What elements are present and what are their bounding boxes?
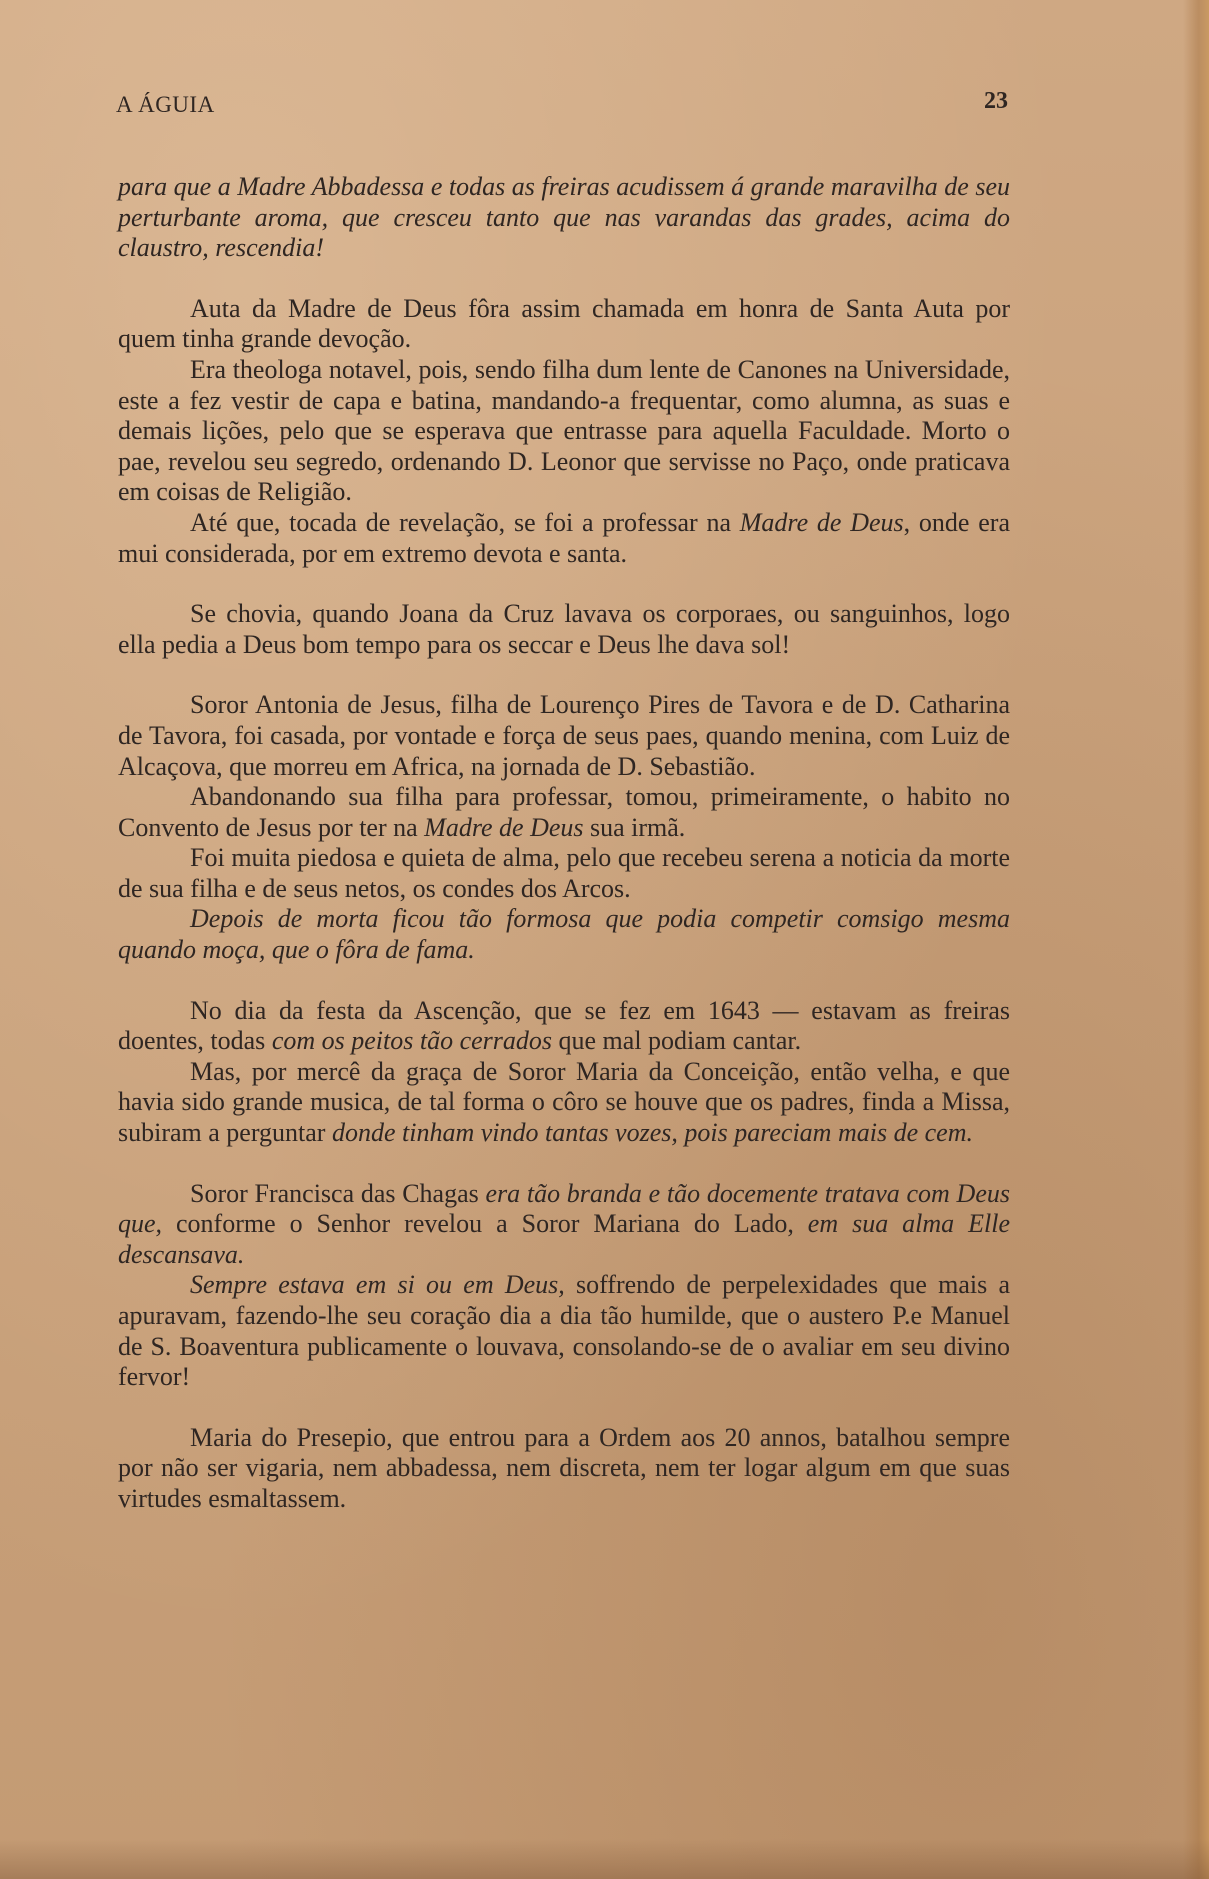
text-segment: Era theologa notavel, pois, sendo filha dum lente de Canones na Universidade, este a fez vestir de capa e batina, mandando-a frequentar, como alumna, as suas e demais lições, pelo que se esperava que entrasse para aquella Faculdade. Morto o pae, revelou seu segredo, ordenando D. Leonor que servisse no Paço, onde praticava em coisas de Religião. bbox=[118, 354, 1010, 507]
text-segment: Até que, tocada de revelação, se foi a professar na bbox=[190, 507, 740, 537]
italic-text-segment: Madre de Deus bbox=[424, 812, 584, 842]
body-text bbox=[118, 172, 1010, 1515]
text-segment: Mas, por mercê da graça de Soror Maria da Conceição, então velha, e que havia sido grande musica, de tal forma o côro se houve que os padres, finda a Missa, subiram a perguntar bbox=[118, 1056, 1010, 1148]
text-segment: No dia da festa da Ascenção, que se fez em 1643 — estavam as freiras doentes, todas bbox=[118, 995, 1010, 1056]
text-segment: sua irmã. bbox=[583, 812, 686, 842]
running-title: A ÁGUIA bbox=[116, 92, 215, 117]
italic-text-segment: Madre de Deus bbox=[739, 507, 904, 537]
text-segment: Soror Francisca das Chagas bbox=[190, 1178, 486, 1208]
paragraph bbox=[118, 172, 1010, 264]
paragraph bbox=[118, 782, 1010, 843]
italic-text-segment: em sua alma Elle descansava. bbox=[118, 1209, 1010, 1269]
paragraph bbox=[118, 996, 1010, 1057]
text-segment: , onde era mui considerada, por em extremo devota e santa. bbox=[118, 507, 1010, 568]
italic-text-segment: Sempre estava em si ou em Deus, bbox=[190, 1270, 565, 1300]
text-segment: Abandonando sua filha para professar, tomou, primeiramente, o habito no Convento de Jesus por ter na bbox=[118, 782, 1010, 842]
paragraph bbox=[118, 690, 1010, 782]
text-segment: Se chovia, quando Joana da Cruz lavava os corporaes, ou sanguinhos, logo ella pedia a Deus bom tempo para os seccar e Deus lhe dava sol! bbox=[118, 599, 1010, 659]
italic-text-segment: para que a Madre Abbadessa e todas as freiras acudissem á grande maravilha de seu perturbante aroma, que cresceu tanto que nas varandas das grades, acima do claustro, rescendia! bbox=[118, 172, 1010, 263]
text-segment: que mal podiam cantar. bbox=[552, 1026, 802, 1056]
paragraph bbox=[118, 1423, 1010, 1515]
paragraph bbox=[118, 508, 1010, 569]
paragraph bbox=[118, 1270, 1010, 1392]
paragraph bbox=[118, 355, 1010, 508]
italic-text-segment: era tão branda e tão docemente tratava com Deus que, bbox=[118, 1178, 1010, 1239]
page-number: 23 bbox=[984, 88, 1008, 114]
text-segment: conforme o Senhor revelou a Soror Mariana do Lado, bbox=[162, 1209, 808, 1239]
italic-text-segment: donde tinham vindo tantas vozes, pois pareciam mais de cem. bbox=[331, 1118, 973, 1148]
italic-text-segment: com os peitos tão cerrados bbox=[271, 1026, 553, 1056]
paragraph bbox=[118, 1057, 1010, 1149]
text-segment: Auta da Madre de Deus fôra assim chamada em honra de Santa Auta por quem tinha grande devoção. bbox=[118, 293, 1010, 354]
page-bottom-shadow bbox=[0, 1839, 1209, 1879]
page-edge-shadow bbox=[1183, 0, 1209, 1879]
text-segment: Soror Antonia de Jesus, filha de Lourenço Pires de Tavora e de D. Catharina de Tavora, foi casada, por vontade e força de seus paes, quando menina, com Luiz de Alcaçova, que morreu em Africa, na jornada de D. Sebastião. bbox=[118, 690, 1010, 781]
page-header bbox=[116, 88, 1008, 124]
paragraph bbox=[118, 294, 1010, 355]
paragraph bbox=[118, 599, 1010, 660]
text-segment: Foi muita piedosa e quieta de alma, pelo que recebeu serena a noticia da morte de sua filha e de seus netos, os condes dos Arcos. bbox=[118, 843, 1010, 903]
text-segment: Maria do Presepio, que entrou para a Ordem aos 20 annos, batalhou sempre por não ser vigaria, nem abbadessa, nem discreta, nem ter logar algum em que suas virtudes esmaltassem. bbox=[118, 1422, 1010, 1513]
paragraph bbox=[118, 843, 1010, 904]
paragraph bbox=[118, 1179, 1010, 1271]
text-segment: soffrendo de perpelexidades que mais a apuravam, fazendo-lhe seu coração dia a dia tão humilde, que o austero P.e Manuel de S. Boaventura publicamente o louvava, consolando-se de o avaliar em seu divino fervor! bbox=[118, 1270, 1011, 1392]
paragraph bbox=[118, 904, 1010, 965]
italic-text-segment: Depois de morta ficou tão formosa que podia competir comsigo mesma quando moça, que o fôra de fama. bbox=[118, 904, 1010, 965]
